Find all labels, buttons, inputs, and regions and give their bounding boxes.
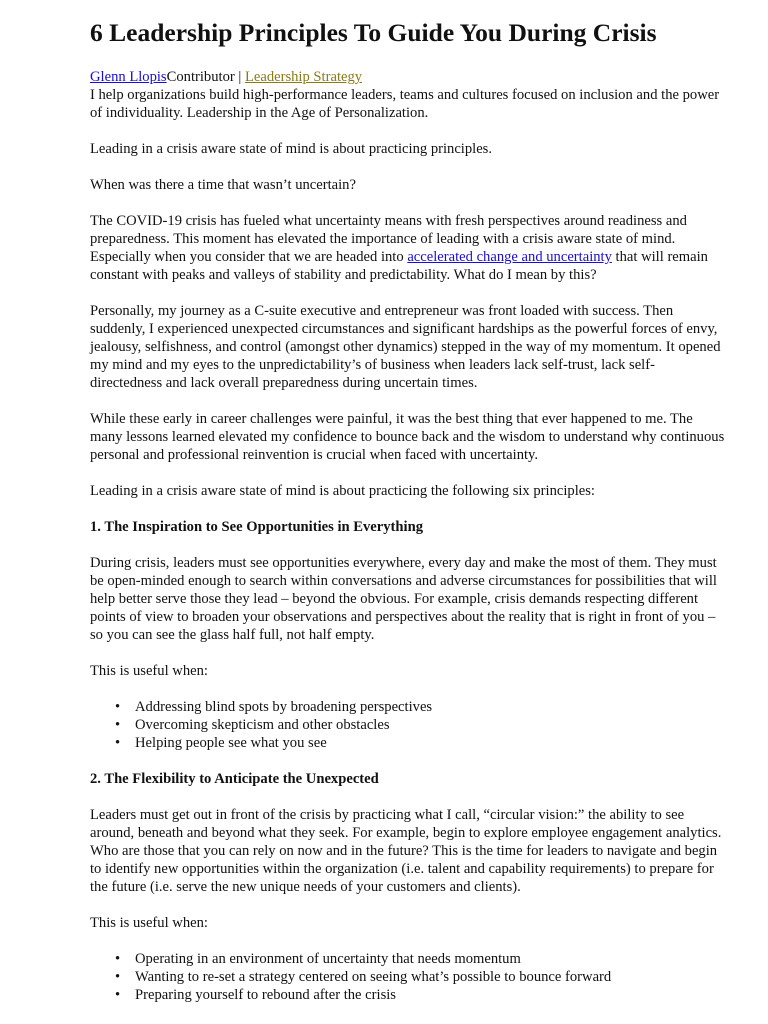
- paragraph-principles-intro: Leading in a crisis aware state of mind is about practicing the following six principles:: [90, 483, 595, 499]
- author-bio: I help organizations build high-performance leaders, teams and cultures focused on inclusion and the power of individuality. Leadership in the Age of Personalization.: [90, 87, 720, 121]
- bullet-icon: •: [115, 699, 121, 715]
- accelerated-change-link[interactable]: accelerated change and uncertainty: [407, 249, 612, 265]
- article-title: 6 Leadership Principles To Guide You During Crisis: [90, 18, 657, 47]
- section-1-body: During crisis, leaders must see opportunities everywhere, every day and make the most of them. They must be open-minded enough to search within conversations and adverse circumstances for possibilities that will help better serve those they lead – beyond the obvious. For example, crisis demands respecting different points of view to broaden your observations and perspectives about the reality that is right in front of you – so you can see the glass half full, not half empty.: [90, 555, 717, 643]
- bullet-icon: •: [115, 987, 121, 1003]
- list-item-text: Overcoming skepticism and other obstacles: [135, 717, 390, 733]
- bullet-icon: •: [115, 951, 121, 967]
- section-1-heading: 1. The Inspiration to See Opportunities in Everything: [90, 519, 423, 535]
- list-item: [115, 986, 726, 1004]
- section-2-useful-label: This is useful when:: [90, 915, 208, 931]
- section-1-useful-label: This is useful when:: [90, 663, 208, 679]
- section-1-list: [90, 698, 726, 752]
- bullet-icon: •: [115, 717, 121, 733]
- paragraph-lessons: While these early in career challenges were painful, it was the best thing that ever happened to me. The many lessons learned elevated my confidence to bounce back and the wisdom to understand why continuous personal and professional reinvention is crucial when faced with uncertainty.: [90, 411, 725, 463]
- bullet-icon: •: [115, 969, 121, 985]
- list-item: [115, 968, 726, 986]
- list-item: [115, 698, 726, 716]
- paragraph-intro-2: When was there a time that wasn’t uncertain?: [90, 177, 356, 193]
- section-2-heading: 2. The Flexibility to Anticipate the Unexpected: [90, 771, 379, 787]
- list-item: [115, 950, 726, 968]
- byline: [90, 68, 726, 86]
- list-item-text: Preparing yourself to rebound after the crisis: [135, 987, 396, 1003]
- list-item-text: Operating in an environment of uncertainty that needs momentum: [135, 951, 521, 967]
- list-item-text: Helping people see what you see: [135, 735, 327, 751]
- list-item: [115, 716, 726, 734]
- article: [90, 0, 726, 1004]
- section-link[interactable]: Leadership Strategy: [244, 69, 363, 85]
- list-item-text: Wanting to re-set a strategy centered on seeing what’s possible to bounce forward: [135, 969, 612, 985]
- author-role: Contributor |: [166, 69, 245, 85]
- paragraph-covid-text-a: The COVID-19 crisis has fueled what uncertainty means with fresh perspectives around readiness and preparedness. This moment has elevated the importance of leading with a crisis aware state of mind. Especially when you consider that we are headed into: [90, 213, 687, 265]
- paragraph-covid-text-b: that will remain constant with peaks and valleys of stability and predictability. What do I mean by this?: [90, 249, 708, 283]
- bullet-icon: •: [115, 735, 121, 751]
- section-2-body: Leaders must get out in front of the crisis by practicing what I call, “circular vision:” the ability to see around, beneath and beyond what they seek. For example, begin to explore employee engagement analytics. Who are those that you can rely on now and in the future? This is the time for leaders to navigate and begin to identify new opportunities within the organization (i.e. talent and capability requirements) to prepare for the future (i.e. serve the new unique needs of your customers and clients).: [90, 807, 722, 895]
- paragraph-journey: Personally, my journey as a C-suite executive and entrepreneur was front loaded with success. Then suddenly, I experienced unexpected circumstances and significant hardships as the powerful forces of envy, jealousy, selfishness, and control (amongst other dynamics) stepped in the way of my momentum. It opened my mind and my eyes to the unpredictability’s of business when leaders lack self-trust, lack self-directedness and lack overall preparedness during uncertain times.: [90, 303, 721, 391]
- author-link[interactable]: Glenn Llopis: [90, 69, 167, 85]
- list-item: [115, 734, 726, 752]
- paragraph-covid: [90, 212, 726, 284]
- paragraph-intro-1: Leading in a crisis aware state of mind is about practicing principles.: [90, 141, 493, 157]
- section-2-list: [90, 950, 726, 1004]
- list-item-text: Addressing blind spots by broadening perspectives: [135, 699, 433, 715]
